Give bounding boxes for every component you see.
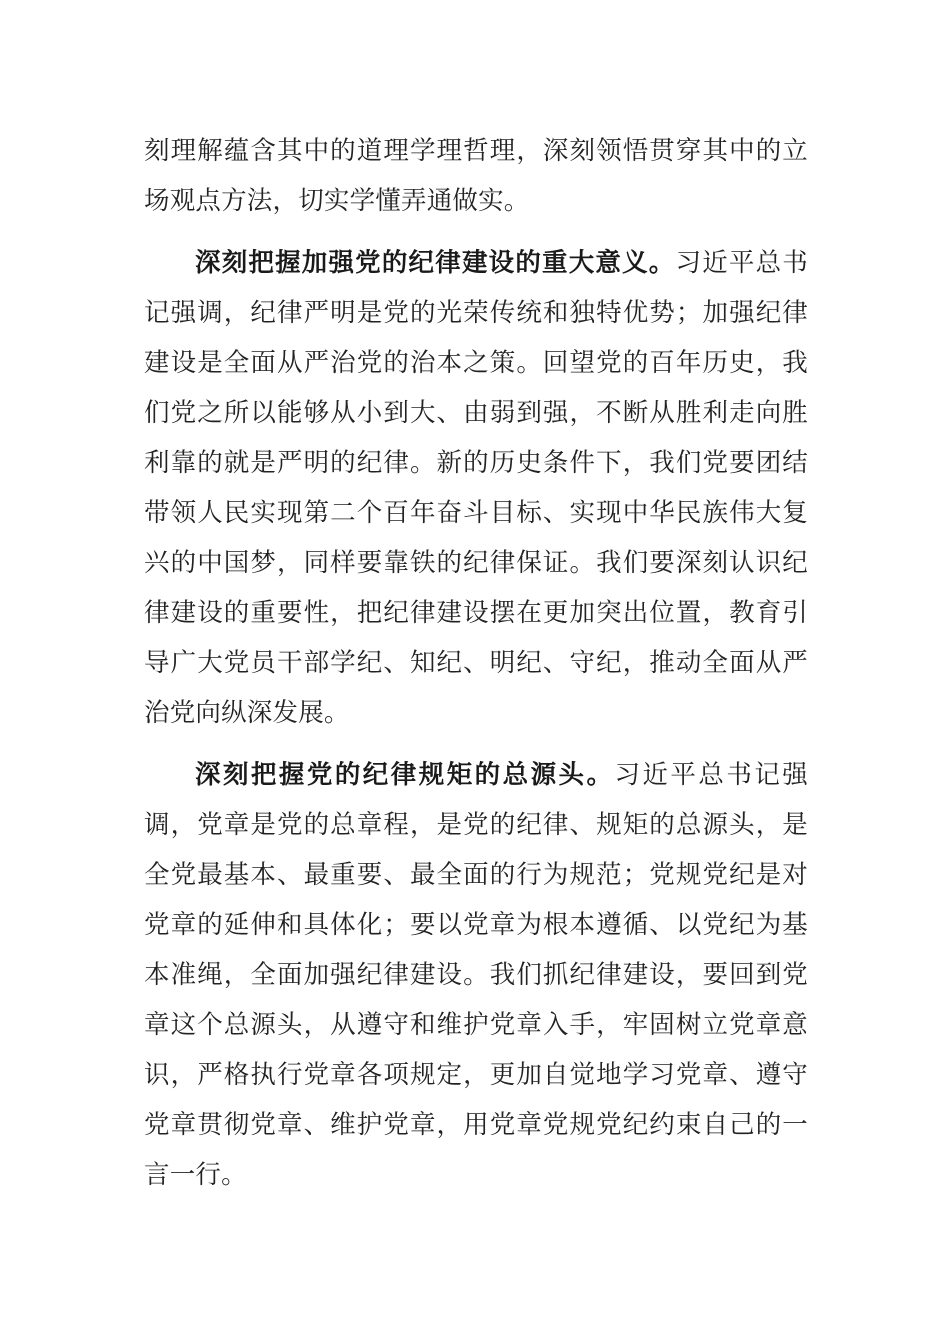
paragraph-continuation [144,126,808,226]
paragraph-text: 刻理解蕴含其中的道理学理哲理，深刻领悟贯穿其中的立场观点方法，切实学懂弄通做实。 [144,136,808,216]
paragraph-gap [144,226,808,238]
paragraph-discipline-significance [144,238,808,738]
paragraph-text: 习近平总书记强调，纪律严明是党的光荣传统和独特优势；加强纪律建设是全面从严治党的治本之策。回望党的百年历史，我们党之所以能够从小到大、由弱到强，不断从胜利走向胜利靠的就是严明的纪律。新的历史条件下，我们党要团结带领人民实现第二个百年奋斗目标、实现中华民族伟大复兴的中国梦，同样要靠铁的纪律保证。我们要深刻认识纪律建设的重要性，把纪律建设摆在更加突出位置，教育引导广大党员干部学纪、知纪、明纪、守纪，推动全面从严治党向纵深发展。 [144,248,808,728]
document-body [144,126,808,1200]
paragraph-lead-heading: 深刻把握加强党的纪律建设的重大意义。 [195,248,676,278]
paragraph-text: 习近平总书记强调，党章是党的总章程，是党的纪律、规矩的总源头，是全党最基本、最重要、最全面的行为规范；党规党纪是对党章的延伸和具体化；要以党章为根本遵循、以党纪为基本准绳，全面加强纪律建设。我们抓纪律建设，要回到党章这个总源头，从遵守和维护党章入手，牢固树立党章意识，严格执行党章各项规定，更加自觉地学习党章、遵守党章贯彻党章、维护党章，用党章党规党纪约束自己的一言一行。 [144,760,808,1190]
paragraph-lead-heading: 深刻把握党的纪律规矩的总源头。 [195,760,615,790]
paragraph-gap [144,738,808,750]
paragraph-party-constitution-source [144,750,808,1200]
